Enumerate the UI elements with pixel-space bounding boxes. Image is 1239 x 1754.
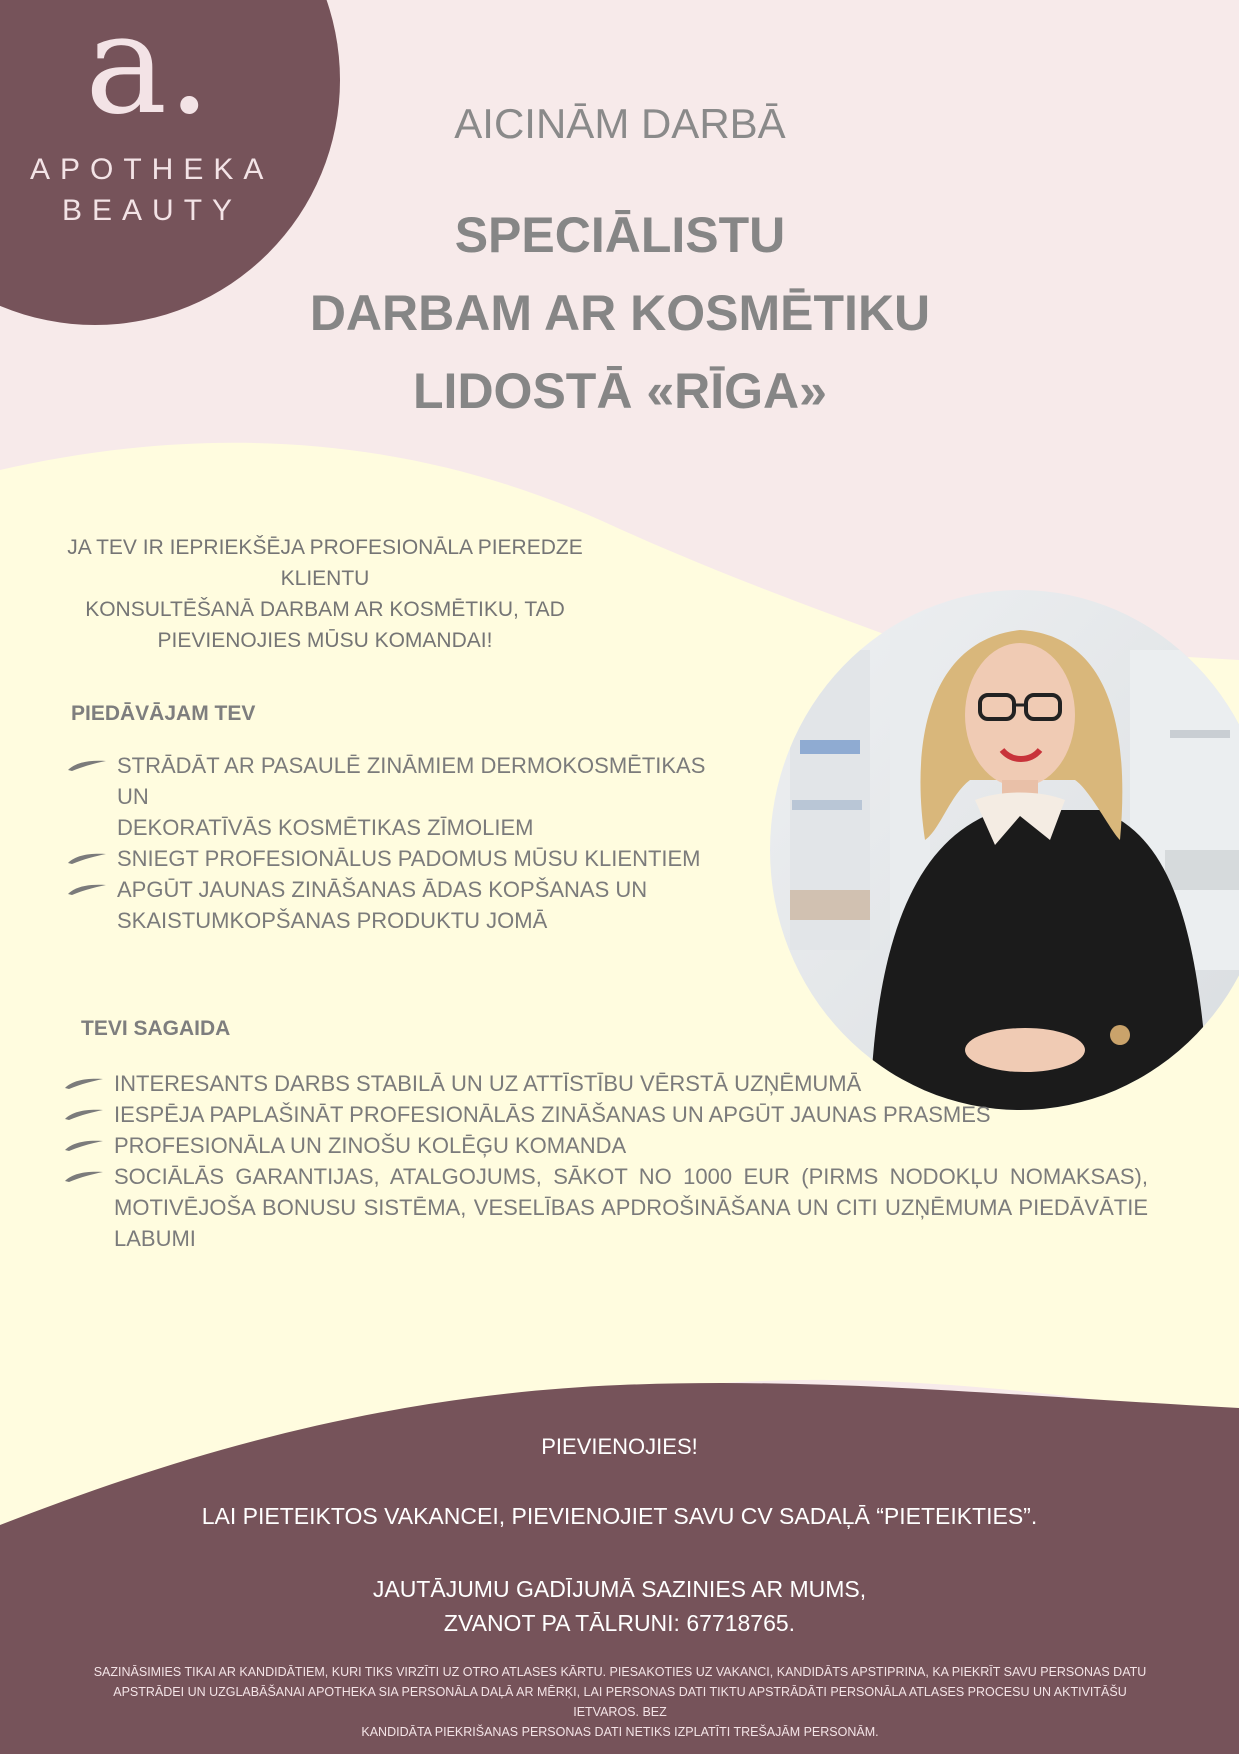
logo-brand-line1: APOTHEKA bbox=[30, 153, 274, 186]
offer-list bbox=[66, 750, 726, 936]
contact-line: JAUTĀJUMU GADĪJUMĀ SAZINIES AR MUMS, bbox=[372, 1576, 867, 1602]
brushstroke-bullet-icon bbox=[63, 1076, 105, 1090]
list-item-text: INTERESANTS DARBS STABILĀ UN UZ ATTĪSTĪBU VĒRSTĀ UZŅĒMUMĀ bbox=[114, 1071, 862, 1096]
list-item bbox=[66, 750, 726, 843]
list-item bbox=[63, 1068, 1148, 1099]
list-item bbox=[63, 1099, 1148, 1130]
brushstroke-bullet-icon bbox=[63, 1138, 105, 1152]
job-title-line: SPECIĀLISTU bbox=[454, 207, 786, 263]
contact-phone: ZVANOT PA TĀLRUNI: 67718765. bbox=[443, 1610, 796, 1636]
list-item-text: SKAISTUMKOPŠANAS PRODUKTU JOMĀ bbox=[117, 908, 548, 933]
awaits-list bbox=[63, 1068, 1148, 1254]
brushstroke-bullet-icon bbox=[66, 882, 108, 896]
list-item-text: SOCIĀLĀS GARANTIJAS, ATALGOJUMS, SĀKOT NO 1000 EUR (PIRMS NODOKĻU NOMAKSAS), MOTIVĒJOŠA BONUSU SISTĒMA, VESELĪBAS APDROŠINĀŠANA UN CITI UZŅĒMUMA PIEDĀVĀTIE LABUMI bbox=[114, 1164, 1148, 1251]
list-item bbox=[66, 843, 726, 874]
logo-mark: a. bbox=[85, 0, 212, 145]
legal-line: KANDIDĀTA PIEKRIŠANAS PERSONAS DATI NETIKS IZPLATĪTI TREŠAJĀM PERSONĀM. bbox=[361, 1725, 879, 1739]
legal-line: APSTRĀDEI UN UZGLABĀŠANAI APOTHEKA SIA PERSONĀLA DAĻĀ AR MĒRĶI, LAI PERSONAS DATI TIKTU APSTRĀDĀTI PERSONĀLA ATLASES PROCESU UN AKTIVITĀŠU IETVAROS. BEZ bbox=[113, 1685, 1127, 1719]
list-item-text: DEKORATĪVĀS KOSMĒTIKAS ZĪMOLIEM bbox=[117, 815, 534, 840]
list-item-text: IESPĒJA PAPLAŠINĀT PROFESIONĀLĀS ZINĀŠANAS UN APGŪT JAUNAS PRASMES bbox=[114, 1102, 991, 1127]
apply-instructions: LAI PIETEIKTOS VAKANCEI, PIEVIENOJIET SAVU CV SADAĻĀ “PIETEIKTIES”. bbox=[201, 1503, 1038, 1529]
legal-line: SAZINĀSIMIES TIKAI AR KANDIDĀTIEM, KURI TIKS VIRZĪTI UZ OTRO ATLASES KĀRTU. PIESAKOTIES UZ VAKANCI, KANDIDĀTS APSTIPRINA, KA PIEKRĪT SAVU PERSONAS DATU bbox=[93, 1665, 1147, 1679]
job-title bbox=[240, 196, 1000, 430]
awaits-title: TEVI SAGAIDA bbox=[81, 1017, 231, 1040]
intro-line: KONSULTĒŠANĀ DARBAM AR KOSMĒTIKU, TAD bbox=[85, 598, 565, 621]
brushstroke-bullet-icon bbox=[66, 851, 108, 865]
job-title-line: LIDOSTĀ «RĪGA» bbox=[413, 363, 827, 419]
brushstroke-bullet-icon bbox=[63, 1169, 105, 1183]
legal-notice bbox=[80, 1662, 1160, 1742]
brushstroke-bullet-icon bbox=[63, 1107, 105, 1121]
intro-text bbox=[30, 532, 620, 656]
call-to-action: PIEVIENOJIES! bbox=[541, 1434, 698, 1459]
intro-line: PIEVIENOJIES MŪSU KOMANDAI! bbox=[157, 629, 493, 652]
contact-info bbox=[0, 1572, 1239, 1640]
list-item bbox=[66, 874, 726, 936]
list-item-text: SNIEGT PROFESIONĀLUS PADOMUS MŪSU KLIENTIEM bbox=[117, 846, 701, 871]
logo-brand-line2: BEAUTY bbox=[62, 194, 243, 227]
intro-line: JA TEV IR IEPRIEKŠĒJA PROFESIONĀLA PIEREDZE KLIENTU bbox=[67, 536, 583, 590]
pre-title: AICINĀM DARBĀ bbox=[454, 100, 786, 147]
list-item bbox=[63, 1130, 1148, 1161]
list-item bbox=[63, 1161, 1148, 1254]
list-item-text: STRĀDĀT AR PASAULĒ ZINĀMIEM DERMOKOSMĒTIKAS UN bbox=[117, 753, 706, 809]
list-item-text: APGŪT JAUNAS ZINĀŠANAS ĀDAS KOPŠANAS UN bbox=[117, 877, 648, 902]
job-title-line: DARBAM AR KOSMĒTIKU bbox=[309, 285, 931, 341]
brushstroke-bullet-icon bbox=[66, 758, 108, 772]
list-item-text: PROFESIONĀLA UN ZINOŠU KOLĒĢU KOMANDA bbox=[114, 1133, 627, 1158]
offer-title: PIEDĀVĀJAM TEV bbox=[71, 702, 256, 725]
